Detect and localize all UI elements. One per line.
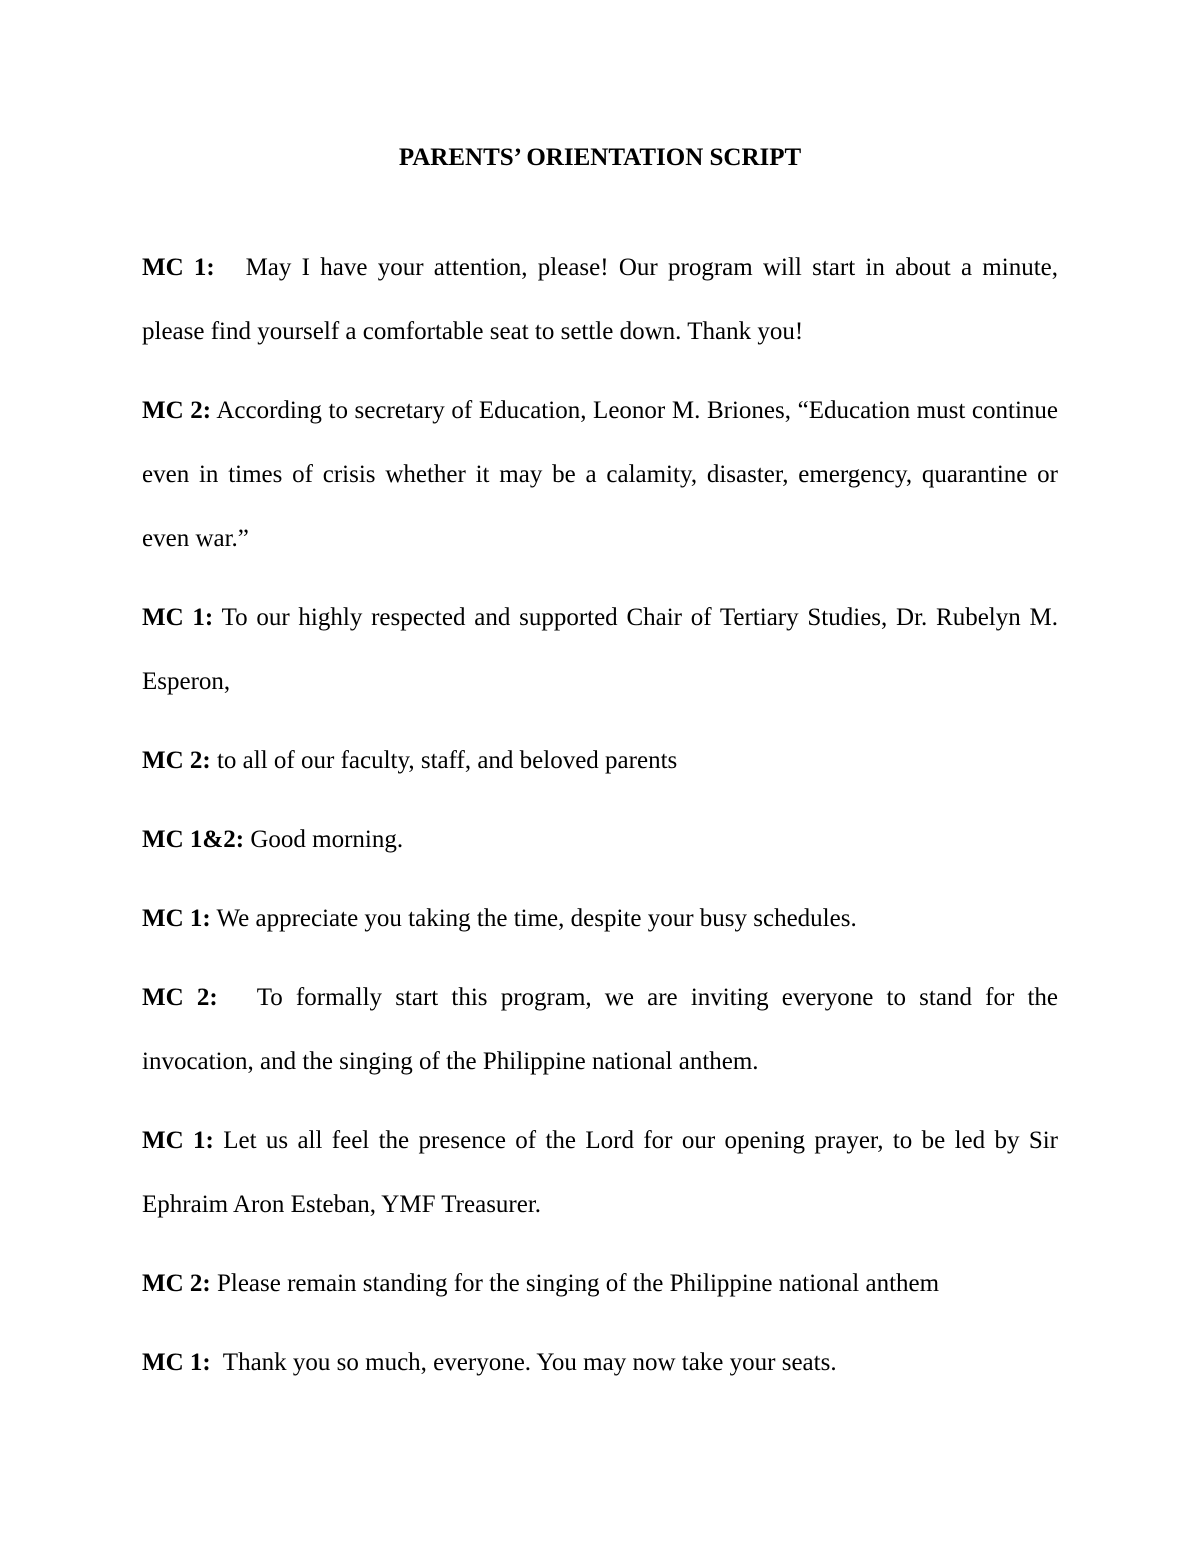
speaker-label: MC 2: xyxy=(142,1270,211,1297)
paragraph-text: We appreciate you taking the time, despite your busy schedules. xyxy=(216,905,857,932)
script-paragraph xyxy=(142,1252,1058,1316)
paragraph-text: to all of our faculty, staff, and beloved parents xyxy=(216,747,678,774)
paragraph-text: Good morning. xyxy=(250,826,404,853)
script-paragraph xyxy=(142,236,1058,364)
speaker-label: MC 1: xyxy=(142,254,215,281)
paragraph-text: To formally start this program, we are inviting everyone to stand for the invocation, and the singing of the Philippine national anthem. xyxy=(142,984,1058,1075)
script-paragraph xyxy=(142,586,1058,714)
script-paragraph xyxy=(142,808,1058,872)
speaker-label: MC 2: xyxy=(142,984,218,1011)
script-paragraph xyxy=(142,887,1058,951)
script-paragraph xyxy=(142,1109,1058,1237)
paragraph-text: Thank you so much, everyone. You may now take your seats. xyxy=(222,1349,837,1376)
script-paragraph xyxy=(142,1331,1058,1395)
paragraph-text: May I have your attention, please! Our program will start in about a minute, please find yourself a comfortable seat to settle down. Thank you! xyxy=(142,254,1058,345)
script-body xyxy=(142,236,1058,1410)
document-title: PARENTS’ ORIENTATION SCRIPT xyxy=(398,144,802,171)
speaker-label: MC 1: xyxy=(142,1349,211,1376)
paragraph-text: To our highly respected and supported Chair of Tertiary Studies, Dr. Rubelyn M. Esperon, xyxy=(142,604,1058,695)
speaker-label: MC 2: xyxy=(142,397,212,424)
speaker-label: MC 1&2: xyxy=(142,826,245,853)
script-paragraph xyxy=(142,379,1058,571)
speaker-label: MC 2: xyxy=(142,747,211,774)
paragraph-text: Let us all feel the presence of the Lord for our opening prayer, to be led by Sir Ephraim Aron Esteban, YMF Treasurer. xyxy=(142,1127,1059,1218)
speaker-label: MC 1: xyxy=(142,905,211,932)
speaker-label: MC 1: xyxy=(142,604,214,631)
script-paragraph xyxy=(142,966,1058,1094)
speaker-label: MC 1: xyxy=(142,1127,214,1154)
paragraph-text: According to secretary of Education, Leonor M. Briones, “Education must continue even in times of crisis whether it may be a calamity, disaster, emergency, quarantine or even war.” xyxy=(142,397,1059,552)
paragraph-text: Please remain standing for the singing of the Philippine national anthem xyxy=(216,1270,940,1297)
script-paragraph xyxy=(142,729,1058,793)
